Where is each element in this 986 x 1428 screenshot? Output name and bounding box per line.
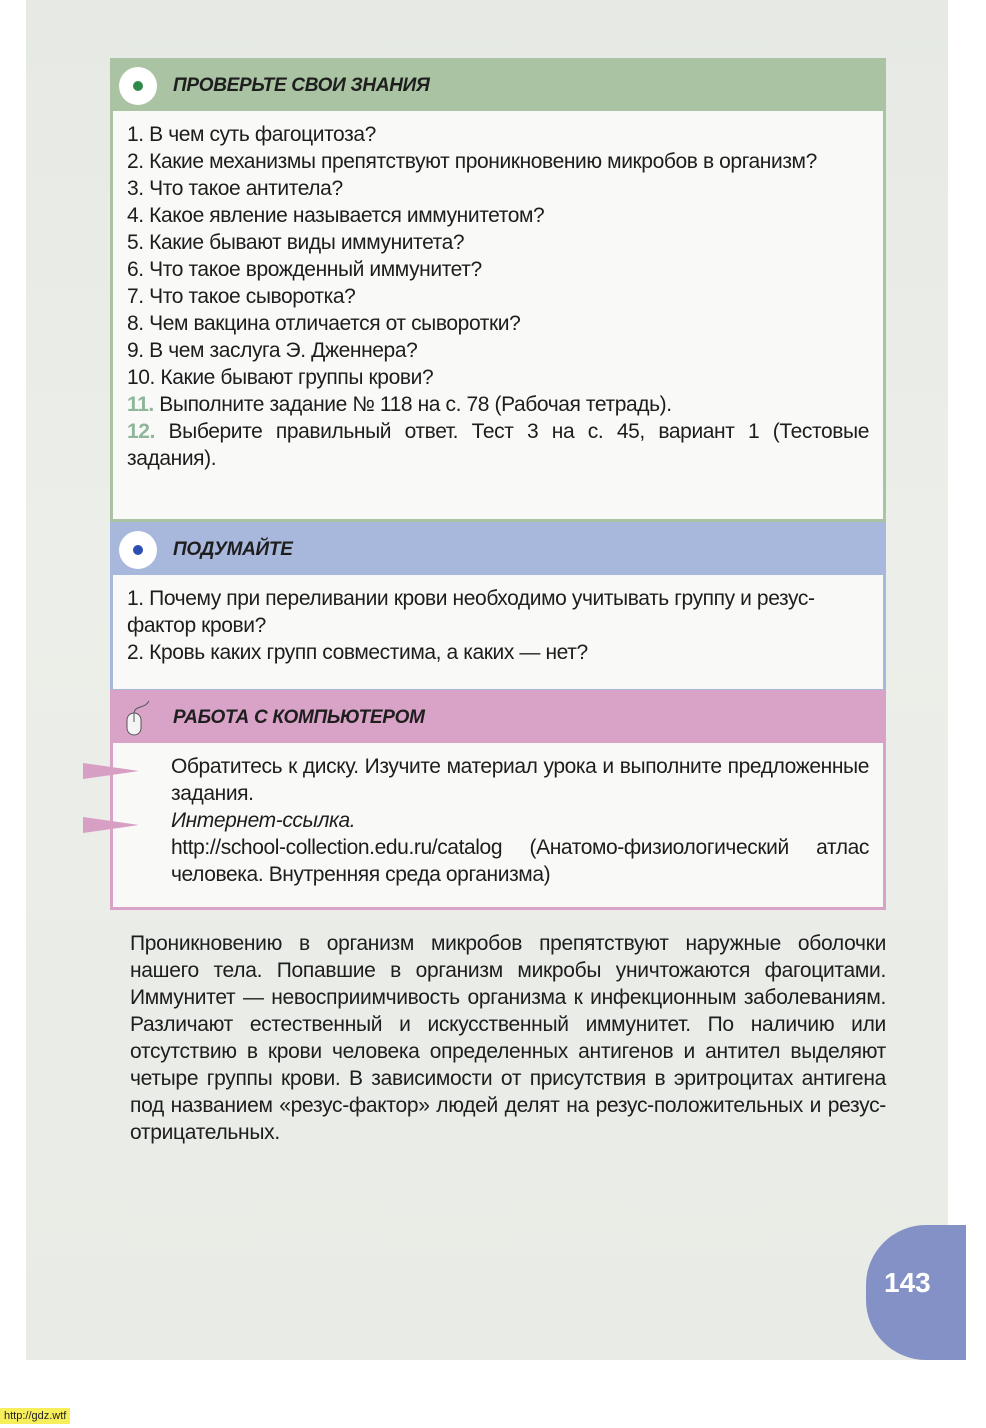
star-burst-icon: [119, 531, 157, 569]
link-label: Интернет-ссылка.: [171, 809, 356, 832]
check-knowledge-header: [113, 61, 883, 111]
task: 12. Выберите правильный ответ. Тест 3 на с. 45, вариант 1 (Тестовые задания).: [127, 420, 870, 470]
computer-work-header: [113, 693, 883, 743]
pointer-arrow-icon: [83, 817, 143, 833]
star-burst-icon: [119, 67, 157, 105]
question: 2. Какие механизмы препятствуют проникновению микробов в организм?: [127, 150, 817, 173]
think-box: [110, 522, 886, 692]
computer-work-box: [110, 690, 886, 910]
internet-link[interactable]: http://school-collection.edu.ru/catalog (Анатомо-физиологический атлас человека. Внутренняя среда организма): [171, 836, 869, 886]
question: 5. Какие бывают виды иммунитета?: [127, 231, 465, 254]
question: 8. Чем вакцина отличается от сыворотки?: [127, 312, 521, 335]
footer-url[interactable]: http://gdz.wtf: [0, 1408, 70, 1424]
question: 3. Что такое антитела?: [127, 177, 343, 200]
question: 10. Какие бывают группы крови?: [127, 366, 434, 389]
question: 6. Что такое врожденный иммунитет?: [127, 258, 482, 281]
pointer-arrow-icon: [83, 763, 143, 779]
question: 1. В чем суть фагоцитоза?: [127, 123, 376, 146]
think-header: [113, 525, 883, 575]
computer-mouse-icon: [119, 699, 157, 737]
question: 1. Почему при переливании крови необходимо учитывать группу и резус-фактор крови?: [127, 587, 815, 637]
section-title: ПОДУМАЙТЕ: [173, 539, 293, 560]
task-text: Обратитесь к диску. Изучите материал урока и выполните предложенные задания.: [171, 755, 869, 805]
question: 7. Что такое сыворотка?: [127, 285, 356, 308]
section-title: ПРОВЕРЬТЕ СВОИ ЗНАНИЯ: [173, 75, 430, 96]
question: 2. Кровь каких групп совместима, а каких — нет?: [127, 641, 588, 664]
summary-paragraph: Проникновению в организм микробов препятствуют наружные оболочки нашего тела. Попавшие в организм микробы уничтожаются фагоцитами. Иммунитет — невосприимчивость организма к инфекционным заболеваниям. Различают естественный и искусственный иммунитет. По наличию или отсутствию в крови человека определенных антигенов и антител выделяют четыре группы крови. В зависимости от присутствия в эритроцитах антигена под названием «резус-фактор» людей делят на резус-положительных и резус-отрицательных.: [130, 932, 886, 1144]
question: 4. Какое явление называется иммунитетом?: [127, 204, 545, 227]
question: 9. В чем заслуга Э. Дженнера?: [127, 339, 418, 362]
task: 11. Выполните задание № 118 на с. 78 (Рабочая тетрадь).: [127, 393, 672, 416]
section-title: РАБОТА С КОМПЬЮТЕРОМ: [173, 707, 425, 728]
page-number: 143: [866, 1225, 966, 1360]
check-knowledge-box: [110, 58, 886, 522]
